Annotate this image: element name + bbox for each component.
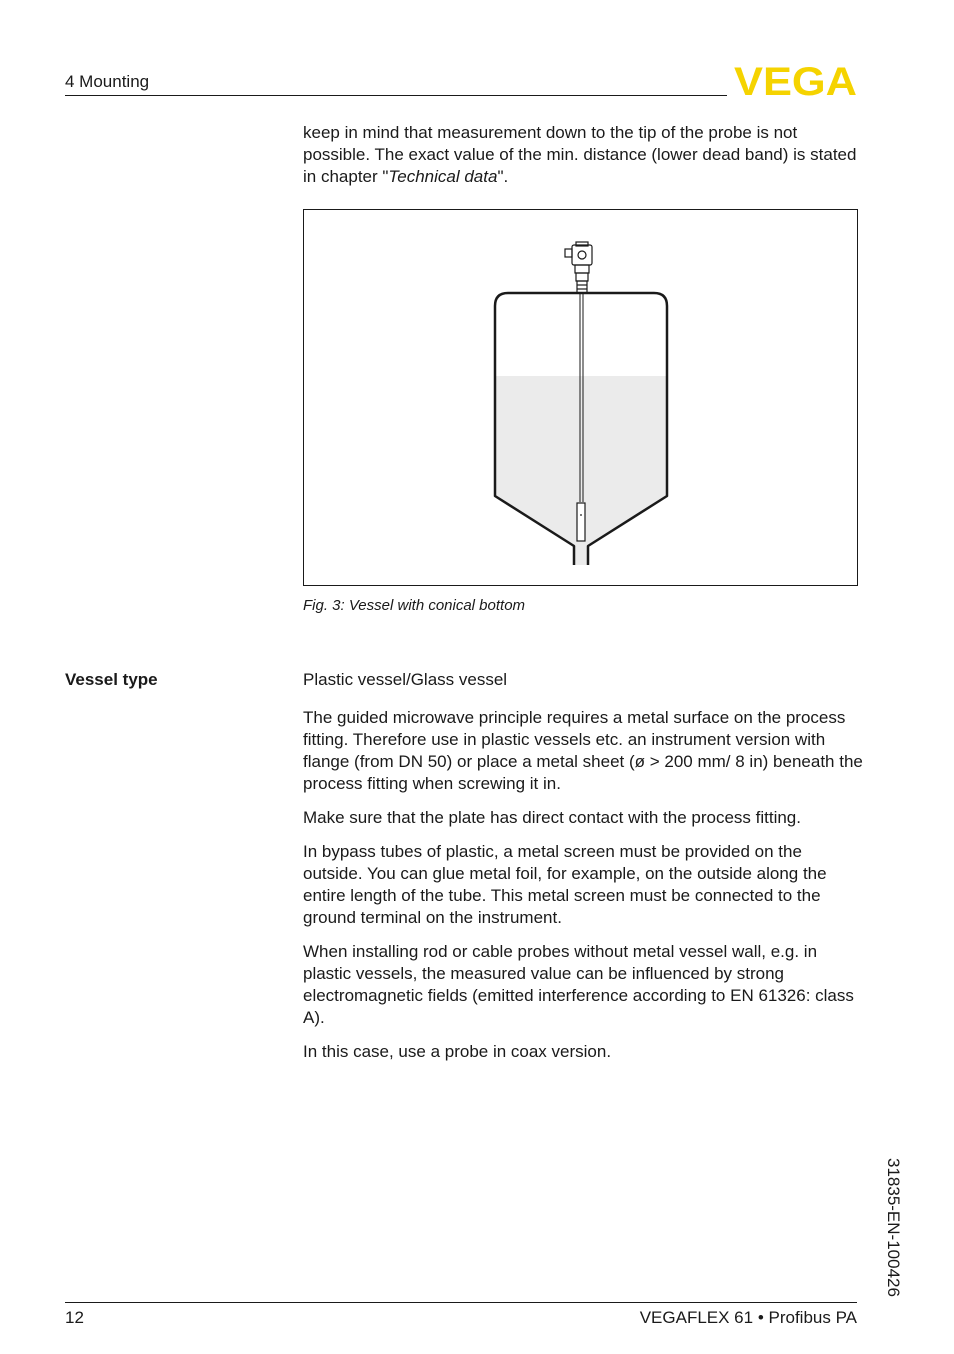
probe-weight [577,503,585,541]
figure-caption: Fig. 3: Vessel with conical bottom [303,597,526,614]
page-number: 12 [65,1308,84,1327]
intro-paragraph [303,122,863,188]
logo-wordmark: VEGA [734,62,857,98]
vessel-type-body [303,669,863,1075]
header-divider [65,95,727,96]
intro-emphasis: Technical data [388,167,498,186]
body-paragraph: When installing rod or cable probes without metal vessel wall, e.g. in plastic vessels, the measured value can be influenced by strong electromagnetic fields (emitted interference according to EN 61326: class A). [303,942,854,1027]
intro-text-before: keep in mind that measurement down to the tip of the probe is not possible. The exact value of the min. distance (lower dead band) is stated in chapter " [303,123,857,186]
vessel-type-subheading: Plastic vessel/Glass vessel [303,670,508,689]
intro-text-after: ". [497,167,509,186]
sensor-housing [565,242,592,293]
body-paragraph: The guided microwave principle requires a metal surface on the process fitting. Therefore use in plastic vessels etc. an instrument version with flange (from DN 50) or place a metal sheet (ø > 200 mm/ 8 in) beneath the process fitting when screwing it in. [303,708,863,793]
figure-frame [303,209,858,586]
vessel-diagram [304,210,857,585]
vega-logo [734,62,858,103]
document-id: 31835-EN-100426 [884,1158,903,1297]
body-paragraph: In bypass tubes of plastic, a metal screen must be provided on the outside. You can glue metal foil, for example, on the outside along the entire length of the tube. This metal screen must be connected to the ground terminal on the instrument. [303,842,827,927]
body-paragraph: In this case, use a probe in coax version. [303,1042,612,1061]
vessel-type-label: Vessel type [65,670,158,689]
footer-product: VEGAFLEX 61 • Profibus PA [639,1308,857,1327]
body-paragraph: Make sure that the plate has direct contact with the process fitting. [303,808,801,827]
footer-divider [65,1302,857,1303]
section-heading: 4 Mounting [65,72,150,91]
